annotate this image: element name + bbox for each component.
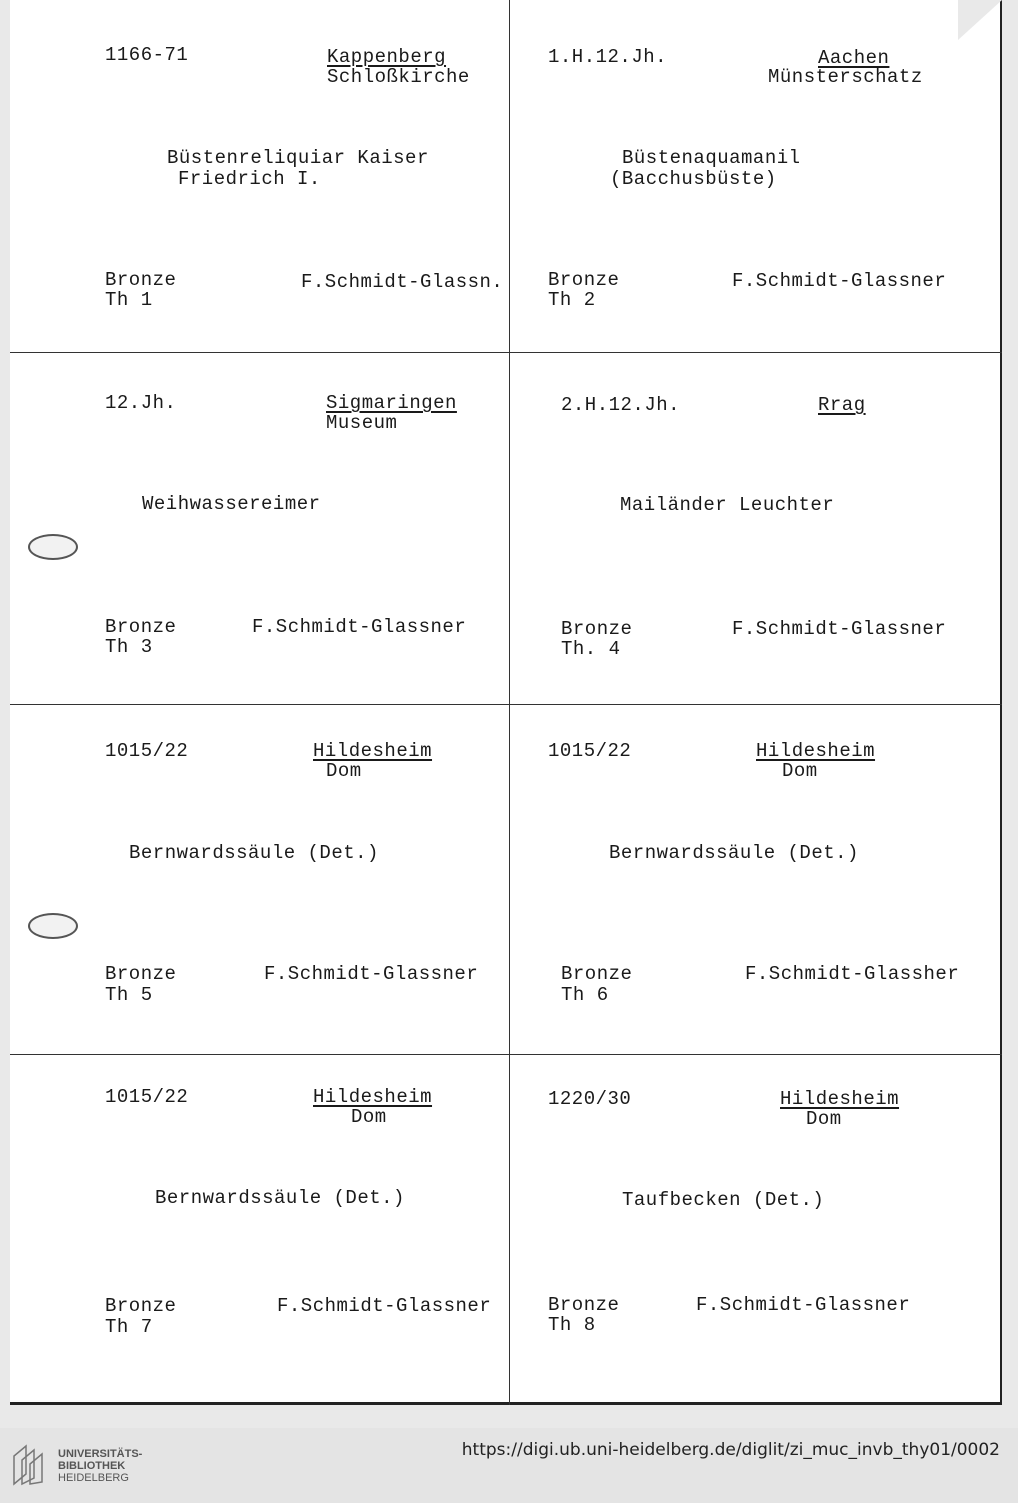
card-date: 1015/22: [105, 740, 189, 762]
card-date: 12.Jh.: [105, 392, 177, 414]
card-material: Bronze: [105, 616, 177, 638]
card-number: Th 7: [105, 1316, 153, 1338]
card-photographer: F.Schmidt-Glassner: [696, 1294, 911, 1316]
card-date: 1.H.12.Jh.: [548, 46, 668, 68]
catalog-card: [10, 352, 505, 702]
card-place: Rrag: [818, 394, 866, 416]
card-place: Hildesheim: [756, 740, 876, 762]
card-title: Bernwardssäule (Det.): [129, 842, 379, 864]
card-place: Hildesheim: [313, 1086, 433, 1108]
card-date: 1015/22: [548, 740, 632, 762]
logo-line: HEIDELBERG: [58, 1472, 129, 1484]
card-title: Weihwassereimer: [142, 493, 321, 515]
card-title-line2: (Bacchusbüste): [610, 168, 777, 190]
card-material: Bronze: [561, 963, 633, 985]
card-title: Büstenreliquiar Kaiser: [167, 147, 429, 169]
card-location: Dom: [326, 760, 362, 782]
card-material: Bronze: [105, 269, 177, 291]
card-material: Bronze: [105, 963, 177, 985]
card-date: 2.H.12.Jh.: [561, 394, 681, 416]
catalog-card: [510, 1054, 1005, 1404]
logo-line: BIBLIOTHEK: [58, 1460, 126, 1472]
catalog-card: [510, 704, 1005, 1054]
card-location: Dom: [806, 1108, 842, 1130]
card-date: 1015/22: [105, 1086, 189, 1108]
card-number: Th 3: [105, 636, 153, 658]
card-photographer: F.Schmidt-Glassner: [252, 616, 467, 638]
card-location: Münsterschatz: [768, 66, 923, 88]
library-logo-icon: [12, 1442, 48, 1486]
card-photographer: F.Schmidt-Glassher: [745, 963, 960, 985]
card-place: Hildesheim: [313, 740, 433, 762]
card-location: Museum: [326, 412, 398, 434]
card-number: Th 2: [548, 289, 596, 311]
card-location: Dom: [782, 760, 818, 782]
card-photographer: F.Schmidt-Glassner: [277, 1295, 492, 1317]
logo-line: UNIVERSITÄTS-: [58, 1448, 143, 1460]
card-number: Th 5: [105, 984, 153, 1006]
card-title-line2: Friedrich I.: [178, 168, 321, 190]
card-material: Bronze: [548, 1294, 620, 1316]
catalog-card: [10, 1054, 505, 1404]
card-place: Kappenberg: [327, 46, 447, 68]
card-photographer: F.Schmidt-Glassner: [732, 270, 947, 292]
card-location: Schloßkirche: [327, 66, 470, 88]
card-photographer: F.Schmidt-Glassner: [264, 963, 479, 985]
library-logo-text: [58, 1448, 142, 1484]
card-material: Bronze: [548, 269, 620, 291]
catalog-card: [10, 0, 505, 350]
card-title: Taufbecken (Det.): [622, 1189, 825, 1211]
card-photographer: F.Schmidt-Glassn.: [301, 271, 504, 293]
library-footer: [0, 1428, 1018, 1503]
card-title: Bernwardssäule (Det.): [609, 842, 859, 864]
card-title: Bernwardssäule (Det.): [155, 1187, 405, 1209]
card-date: 1220/30: [548, 1088, 632, 1110]
catalog-sheet: [10, 0, 1002, 1405]
card-number: Th 1: [105, 289, 153, 311]
catalog-card: [510, 0, 1005, 350]
card-title: Büstenaquamanil: [622, 147, 801, 169]
card-date: 1166-71: [105, 44, 189, 66]
card-number: Th 8: [548, 1314, 596, 1336]
card-place: Aachen: [818, 47, 890, 69]
permalink-url[interactable]: https://digi.ub.uni-heidelberg.de/diglit/zi_muc_invb_thy01/0002: [461, 1440, 1000, 1460]
card-number: Th 6: [561, 984, 609, 1006]
card-location: Dom: [351, 1106, 387, 1128]
card-material: Bronze: [561, 618, 633, 640]
catalog-card: [10, 704, 505, 1054]
card-title: Mailänder Leuchter: [620, 494, 835, 516]
catalog-card: [510, 352, 1005, 702]
card-material: Bronze: [105, 1295, 177, 1317]
card-place: Sigmaringen: [326, 392, 457, 414]
card-place: Hildesheim: [780, 1088, 900, 1110]
card-number: Th. 4: [561, 638, 621, 660]
card-photographer: F.Schmidt-Glassner: [732, 618, 947, 640]
